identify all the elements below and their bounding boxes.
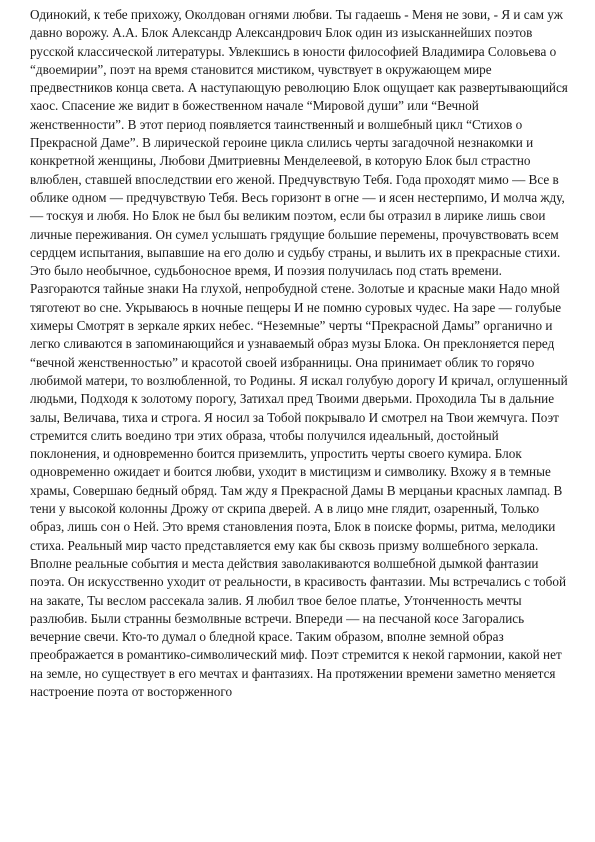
document-page — [30, 6, 570, 701]
essay-body-text: Одинокий, к тебе прихожу, Околдован огнями любви. Ты гадаешь - Меня не зови, - Я и сам уж давно ворожу. А.А. Блок Александр Александрович Блок один из изысканнейших поэтов русской классической литературы. Увлекшись в юности философией Владимира Соловьева о “двоемирии”, поэт на время становится мистиком, чувствует в окружающем мире предвестников конца света. А наступающую революцию Блок ощущает как развертывающийся хаос. Спасение же видит в божественном начале “Мировой души” или “Вечной женственности”. В этот период появляется таинственный и волшебный цикл “Стихов о Прекрасной Даме”. В лирической героине цикла слились черты загадочной незнакомки и конкретной женщины, Любови Дмитриевны Менделеевой, в которую Блок был страстно влюблен, ставшей впоследствии его женой. Предчувствую Тебя. Года проходят мимо — Все в облике одном — предчувствую Тебя. Весь горизонт в огне — и ясен нестерпимо, И молча жду, — тоскуя и любя. Но Блок не был бы великим поэтом, если бы отразил в лирике лишь свои личные переживания. Он сумел услышать грядущие большие перемены, прочувствовать всем сердцем испытания, выпавшие на его долю и судьбу страны, и вылить их в прекрасные стихи. Это было необычное, судьбоносное время, И поэзия получилась под стать времени. Разгораются тайные знаки На глухой, непробудной стене. Золотые и красные маки Надо мной тяготеют во сне. Укрываюсь в ночные пещеры И не помню суровых чудес. На заре — голубые химеры Смотрят в зеркале ярких небес. “Неземные” черты “Прекрасной Дамы” органично и легко сливаются в запоминающийся и узнаваемый образ музы Блока. Он преклоняется перед “вечной женственностью” и красотой своей избранницы. Она принимает облик то горячо любимой матери, то возлюбленной, то Родины. Я искал голубую дорогу И кричал, оглушенный людьми, Подходя к золотому порогу, Затихал пред Твоими дверьми. Проходила Ты в дальние залы, Величава, тиха и строга. Я носил за Тобой покрывало И смотрел на Твои жемчуга. Поэт стремится слить воедино три этих образа, чтобы получился идеальный, достойный поклонения, и одновременно боится приземлить, упростить черты своего кумира. Блок одновременно ожидает и боится любви, уходит в мистицизм и символику. Вхожу я в темные храмы, Совершаю бедный обряд. Там жду я Прекрасной Дамы В мерцаньи красных лампад. В тени у высокой колонны Дрожу от скрипа дверей. А в лицо мне глядит, озаренный, Только образ, лишь сон о Ней. Это время становления поэта, Блок в поиске формы, ритма, мелодики стиха. Реальный мир часто представляется ему как бы сквозь призму волшебного зеркала. Вполне реальные события и места действия заволакиваются волшебной дымкой фантазии поэта. Он искусственно уходит от реальности, в красивость фантазии. Мы встречались с тобой на закате, Ты веслом рассекала залив. Я любил твое белое платье, Утонченность мечты разлюбив. Были странны безмолвные встречи. Впереди — на песчаной косе Загорались вечерние свечи. Кто-то думал о бледной красе. Таким образом, вполне земной образ преображается в романтико-символический миф. Поэт стремится к некой гармонии, какой нет на земле, но существует в его мечтах и фантазиях. На протяжении времени заметно меняется настроение поэта от восторженного — [30, 7, 568, 699]
